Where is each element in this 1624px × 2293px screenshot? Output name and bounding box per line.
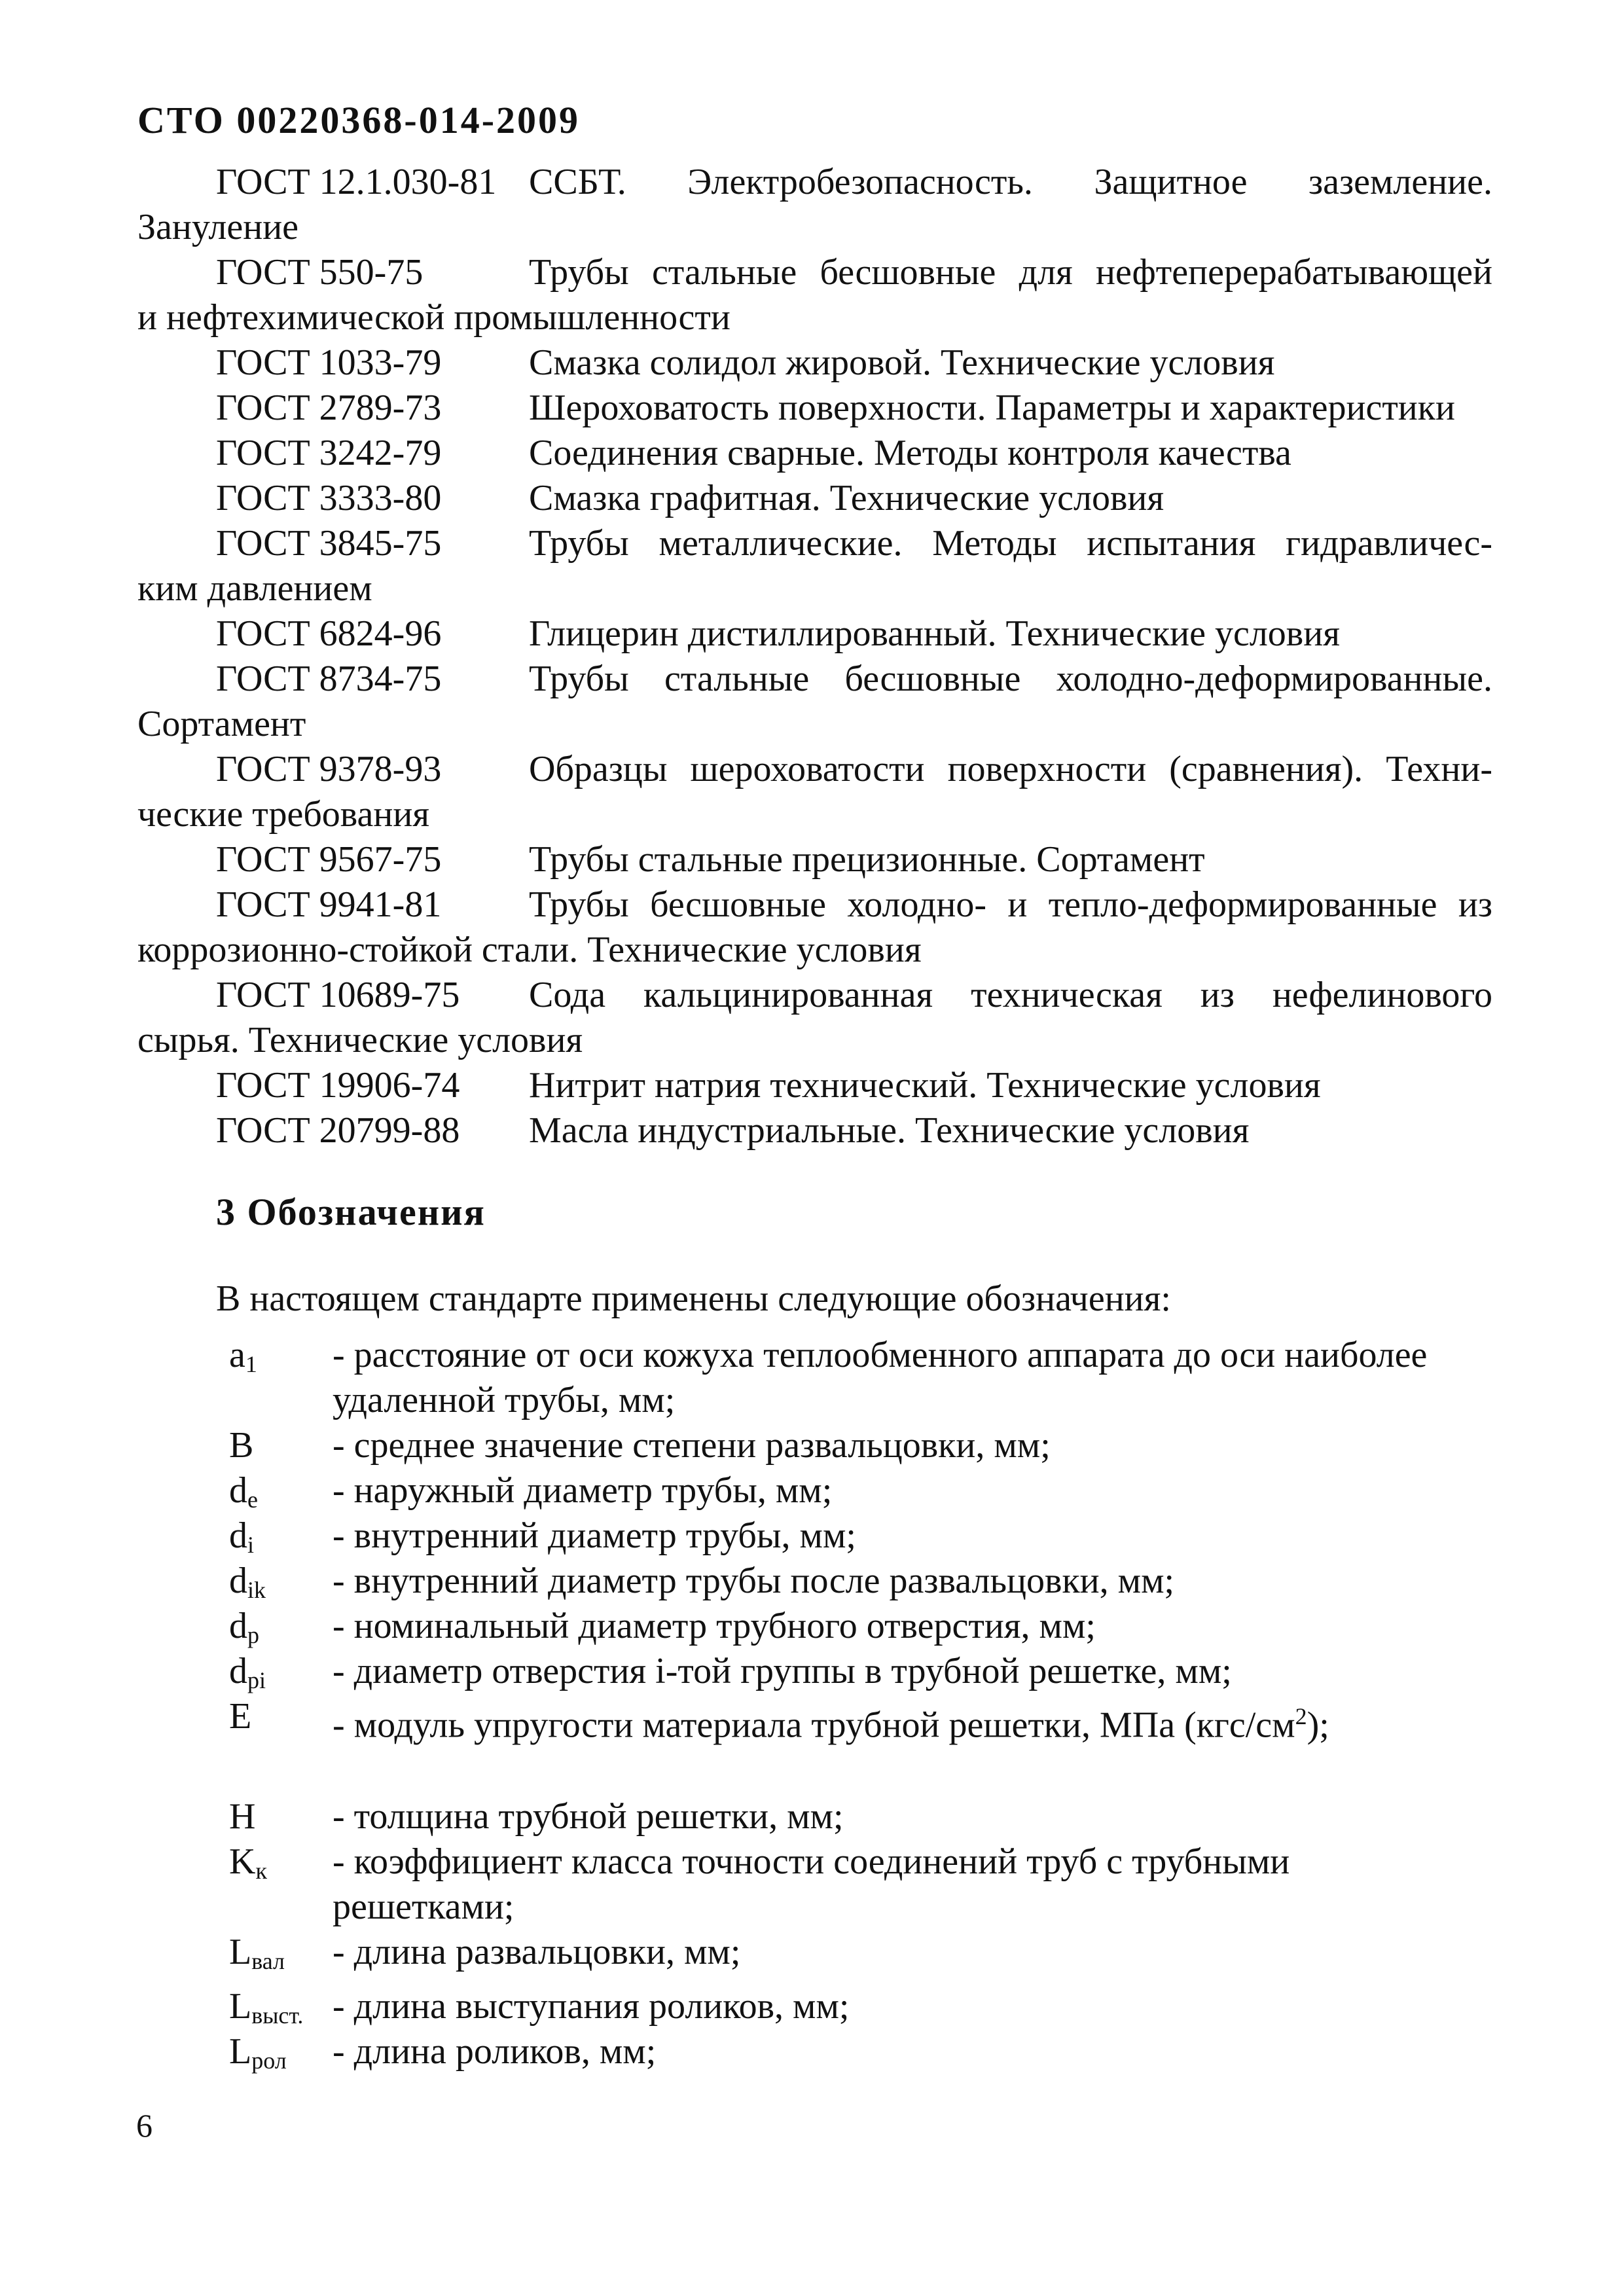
reference-title-continuation: Зануление [137, 207, 299, 247]
reference-item [137, 476, 1492, 521]
symbol-item [216, 1604, 1525, 1649]
reference-item [137, 1063, 1492, 1108]
symbol-item [216, 1468, 1525, 1513]
section-heading: 3 Обозначения [216, 1191, 486, 1233]
reference-title: Образцы шероховатости поверхности (сравнения). Техни- [529, 749, 1492, 789]
reference-code: ГОСТ 20799-88 [216, 1110, 460, 1151]
symbol-description-continuation: решетками; [333, 1886, 514, 1927]
reference-code: ГОСТ 9378-93 [216, 749, 442, 789]
reference-item [137, 882, 1492, 973]
reference-title: Сода кальцинированная техническая из нефелинового [529, 975, 1492, 1015]
reference-title-continuation: и нефтехимической промышленности [137, 297, 731, 338]
page-number: 6 [136, 2107, 153, 2144]
reference-item [137, 521, 1492, 611]
reference-code: ГОСТ 2789-73 [216, 388, 442, 428]
symbol-item [216, 1984, 1525, 2029]
symbol-item [216, 1649, 1525, 1694]
symbol-description: - среднее значение степени развальцовки, мм; [333, 1425, 1051, 1466]
reference-item [137, 837, 1492, 882]
reference-item [137, 250, 1492, 340]
reference-code: ГОСТ 550-75 [216, 252, 424, 293]
reference-item [137, 160, 1492, 250]
reference-code: ГОСТ 19906-74 [216, 1065, 460, 1106]
symbol-item [216, 2029, 1525, 2074]
reference-code: ГОСТ 9567-75 [216, 839, 442, 880]
reference-title: Трубы стальные бесшовные для нефтеперерабатывающей [529, 252, 1492, 293]
symbol-description: - внутренний диаметр трубы, мм; [333, 1515, 856, 1556]
symbol: B [229, 1425, 254, 1466]
reference-title: Смазка солидол жировой. Технические условия [529, 342, 1275, 383]
reference-code: ГОСТ 9941-81 [216, 884, 442, 925]
reference-title-continuation: сырья. Технические условия [137, 1020, 583, 1060]
symbol-item [216, 1559, 1525, 1604]
reference-code: ГОСТ 3845-75 [216, 523, 442, 564]
symbol-item [216, 1513, 1525, 1559]
reference-title-continuation: ким давлением [137, 568, 372, 609]
symbol-description: - длина выступания роликов, мм; [333, 1985, 850, 2027]
reference-item [137, 657, 1492, 747]
reference-code: ГОСТ 3333-80 [216, 478, 442, 518]
symbol-description-continuation: удаленной трубы, мм; [333, 1380, 676, 1420]
symbol: E [229, 1696, 252, 1737]
symbols-list [216, 1333, 1525, 2074]
symbol-description: - модуль упругости материала трубной решетки, МПа $(кгс/см^2)$; [333, 1703, 1329, 1746]
symbol-item [216, 1694, 1525, 1748]
spacer [216, 1748, 1525, 1794]
symbol-description: - диаметр отверстия i-той группы в трубной решетке, мм; [333, 1651, 1232, 1691]
reference-title: Трубы бесшовные холодно- и тепло-деформированные из [529, 884, 1492, 925]
reference-title: Шероховатость поверхности. Параметры и характеристики [529, 388, 1455, 428]
reference-item [137, 747, 1492, 837]
reference-item [137, 611, 1492, 657]
reference-code: ГОСТ 8734-75 [216, 659, 442, 699]
reference-title: ССБТ. Электробезопасность. Защитное заземление. [529, 162, 1492, 202]
symbol: $L_{вал}$ [229, 1931, 285, 1974]
symbol: $L_{выст.}$ [229, 1985, 304, 2029]
symbol: $d_{ik}$ [229, 1561, 266, 1603]
reference-title: Трубы стальные прецизионные. Сортамент [529, 839, 1205, 880]
symbol-description: - длина развальцовки, мм; [333, 1931, 741, 1972]
reference-code: ГОСТ 6824-96 [216, 613, 442, 654]
reference-title-continuation: ческие требования [137, 794, 430, 835]
symbol-item [216, 1423, 1525, 1468]
symbol-item [216, 1794, 1525, 1839]
symbol: $L_{рол}$ [229, 2031, 287, 2074]
reference-code: ГОСТ 3242-79 [216, 433, 442, 473]
symbol: $d_p$ [229, 1606, 259, 1648]
symbol-item [216, 1930, 1525, 1975]
symbol-description: - расстояние от оси кожуха теплообменного аппарата до оси наиболее [333, 1335, 1428, 1375]
symbol-description: - толщина трубной решетки, мм; [333, 1796, 844, 1837]
reference-title: Соединения сварные. Методы контроля качества [529, 433, 1291, 473]
symbol-item [216, 1839, 1525, 1930]
reference-title-continuation: Сортамент [137, 704, 306, 744]
references-list [137, 160, 1492, 1153]
reference-title: Нитрит натрия технический. Технические условия [529, 1065, 1321, 1106]
symbol-description: - коэффициент класса точности соединений труб с трубными [333, 1841, 1290, 1882]
reference-title: Глицерин дистиллированный. Технические условия [529, 613, 1340, 654]
symbol-description: - наружный диаметр трубы, мм; [333, 1470, 833, 1511]
symbol: H [229, 1796, 256, 1837]
symbol-description: - номинальный диаметр трубного отверстия, мм; [333, 1606, 1096, 1646]
symbol: $d_i$ [229, 1515, 255, 1558]
symbol: $a_1$ [229, 1335, 257, 1377]
symbol-description: - длина роликов, мм; [333, 2031, 657, 2072]
reference-item [137, 973, 1492, 1063]
section-intro: В настоящем стандарте применены следующие обозначения: [216, 1278, 1171, 1319]
reference-item [137, 431, 1492, 476]
reference-title: Масла индустриальные. Технические условия [529, 1110, 1250, 1151]
symbol-description: - внутренний диаметр трубы после развальцовки, мм; [333, 1561, 1175, 1601]
symbol: $d_e$ [229, 1470, 258, 1513]
reference-title-continuation: коррозионно-стойкой стали. Технические условия [137, 930, 922, 970]
reference-title: Трубы стальные бесшовные холодно-деформированные. [529, 659, 1492, 699]
document-header: СТО 00220368-014-2009 [137, 99, 581, 141]
reference-code: ГОСТ 1033-79 [216, 342, 442, 383]
reference-item [137, 340, 1492, 386]
symbol: $K_к$ [229, 1841, 267, 1884]
reference-title: Смазка графитная. Технические условия [529, 478, 1164, 518]
reference-code: ГОСТ 10689-75 [216, 975, 460, 1015]
reference-title: Трубы металлические. Методы испытания гидравличес- [529, 523, 1492, 564]
symbol: $d_{pi}$ [229, 1651, 266, 1693]
reference-item [137, 386, 1492, 431]
symbol-item [216, 1333, 1525, 1423]
reference-item [137, 1108, 1492, 1153]
reference-code: ГОСТ 12.1.030-81 [216, 162, 497, 202]
